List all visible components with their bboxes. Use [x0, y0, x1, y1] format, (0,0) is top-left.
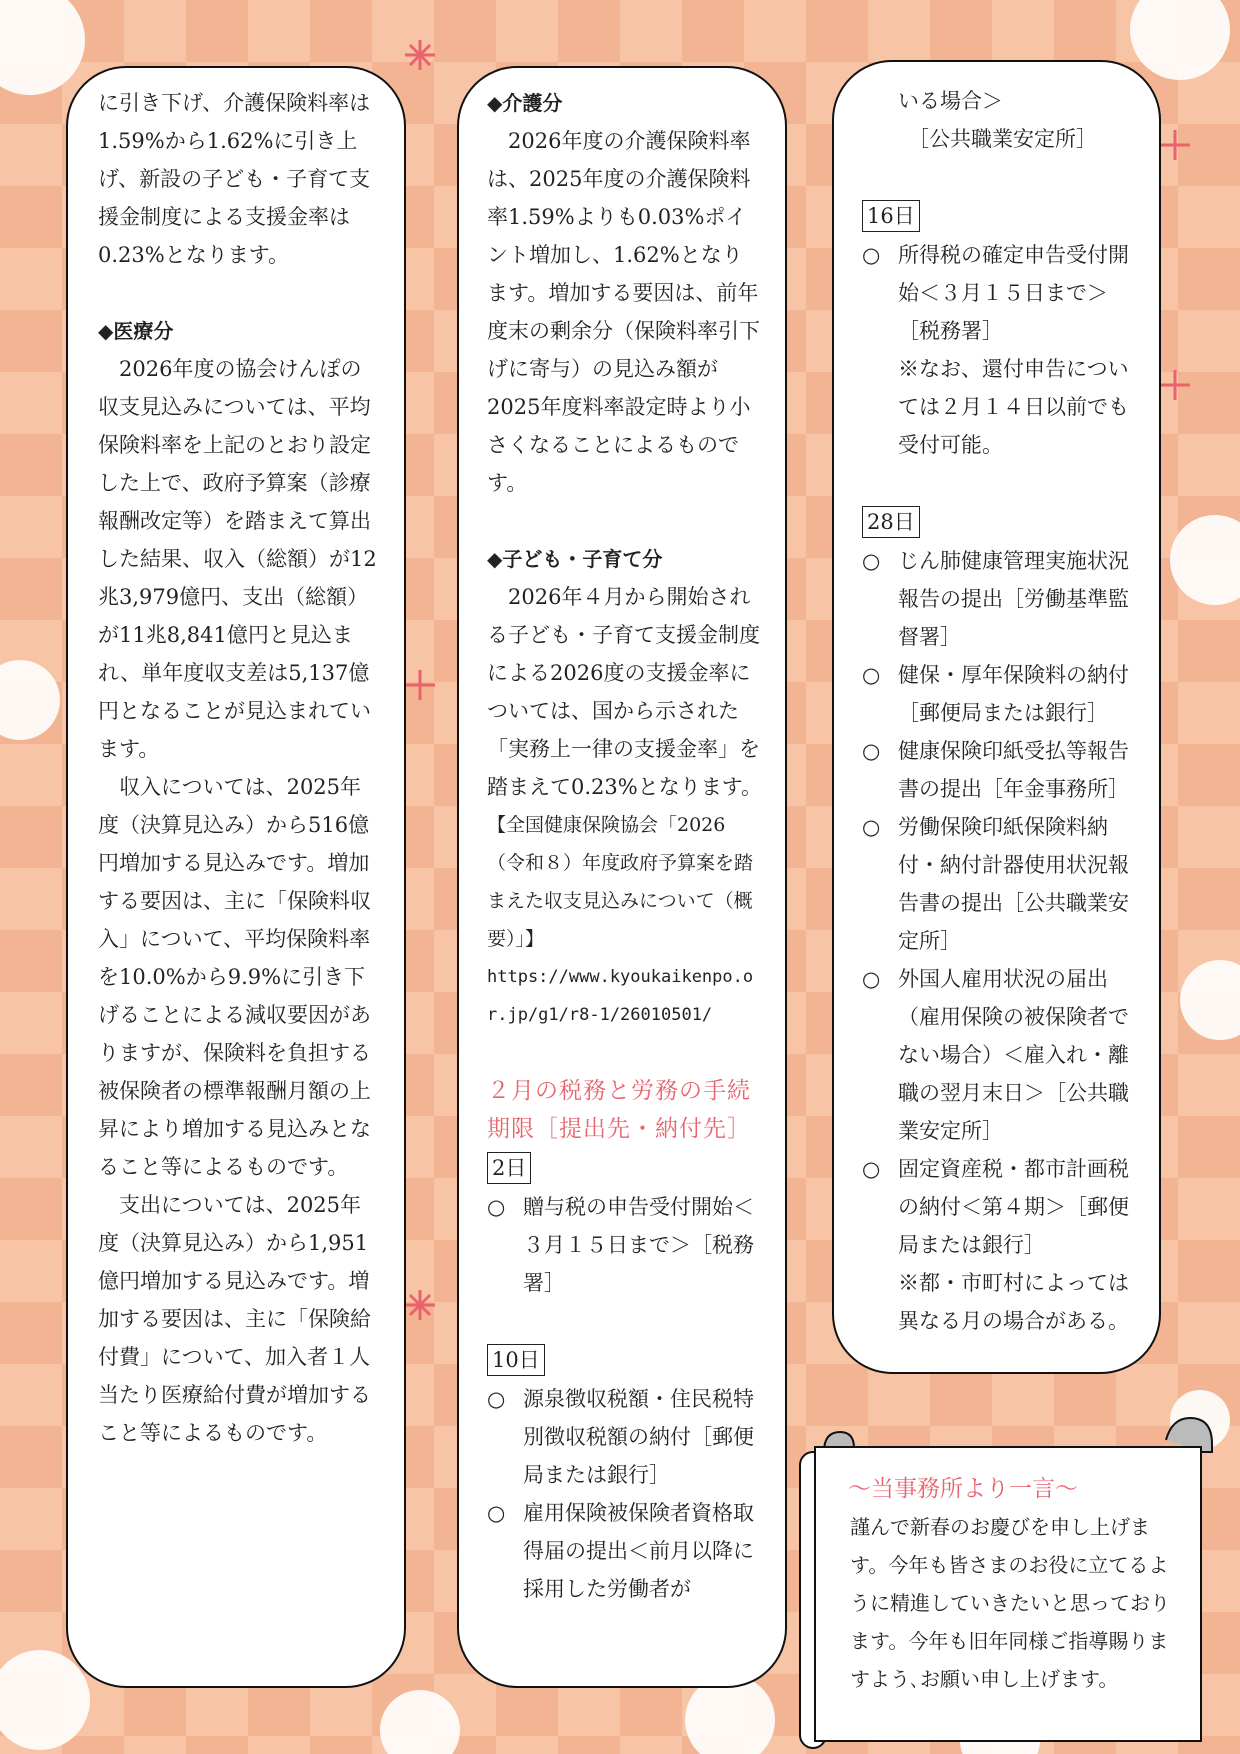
day-label-2: 2日 [487, 1152, 531, 1184]
day16-note: ※なお、還付申告については２月１４日以前でも受付可能。 [898, 357, 1129, 457]
day-label-28: 28日 [862, 506, 920, 538]
bullet-icon: ○ [487, 1195, 506, 1219]
bullet-icon: ○ [862, 967, 881, 991]
intro-paragraph: に引き下げ、介護保険料率は1.59%から1.62%に引き上げ、新設の子ども・子育て支援金制度による支援金率は0.23%となります。 [98, 91, 371, 267]
continued-line: いる場合＞ [898, 89, 1003, 113]
list-item: ○ 贈与税の申告受付開始＜３月１５日まで＞［税務署］ [487, 1188, 763, 1302]
message-scroll [796, 1416, 1216, 1754]
continued-line-office: ［公共職業安定所］ [908, 127, 1097, 151]
kaigo-heading: ◆介護分 [487, 91, 563, 115]
list-item: ○ 固定資産税・都市計画税の納付＜第４期＞［郵便局または銀行］ [862, 1150, 1137, 1264]
bullet-icon: ○ [862, 1157, 881, 1181]
bullet-icon: ○ [487, 1501, 506, 1525]
kodomo-paragraph: 2026年４月から開始される子ども・子育て支援金制度による2026度の支援金率については、国から示された「実務上一律の支援金率」を踏まえて0.23%となります。 [487, 585, 763, 799]
bullet-icon: ○ [862, 739, 881, 763]
bullet-icon: ○ [487, 1387, 506, 1411]
list-item: ○ 外国人雇用状況の届出（雇用保険の被保険者でない場合）＜雇入れ・離職の翌月末日＞［公共職業安定所］ [862, 960, 1137, 1150]
reference-url[interactable]: https://www.kyoukaikenpo.or.jp/g1/r8-1/26010501/ [487, 967, 754, 1025]
iryo-heading: ◆医療分 [98, 319, 174, 343]
day-label-10: 10日 [487, 1344, 545, 1376]
day28-note: ※都・市町村によっては異なる月の場合がある。 [898, 1271, 1129, 1333]
iryo-paragraph-1: 2026年度の協会けんぽの収支見込みについては、平均保険料率を上記のとおり設定した上で、政府予算案（診療報酬改定等）を踏まえて算出した結果、収入（総額）が12兆3,979億円、支出（総額）が11兆8,841億円と見込まれ、単年度収支差は5,137億円となることが見込まれています。 [98, 357, 377, 761]
kodomo-heading: ◆子ども・子育て分 [487, 547, 663, 571]
list-item: ○ 所得税の確定申告受付開始＜３月１５日まで＞［税務署］ [862, 236, 1137, 350]
message-text: 謹んで新春のお慶びを申し上げます。今年も皆さまのお役に立てるように精進していきたいと思っております。今年も旧年同様ご指導賜りますよう､お願い申し上げます。 [850, 1515, 1170, 1691]
list-item: ○ 雇用保険被保険者資格取得届の提出＜前月以降に採用した労働者が [487, 1494, 763, 1608]
list-item: ○ 健康保険印紙受払等報告書の提出［年金事務所］ [862, 732, 1137, 808]
kaigo-paragraph: 2026年度の介護保険料率は、2025年度の介護保険料率1.59%よりも0.03%ポイント増加し、1.62%となります。増加する要因は、前年度末の剰余分（保険料率引下げに寄与）の見込み額が2025年度料率設定時より小さくなることによるものです。 [487, 129, 760, 495]
column-3 [832, 60, 1161, 1374]
message-body-panel [814, 1446, 1202, 1742]
iryo-paragraph-2: 収入については、2025年度（決算見込み）から516億円増加する見込みです。増加する要因は、主に「保険料収入」について、平均保険料率を10.0%から9.9%に引き下げることによる減収要因がありますが、保険料を負担する被保険者の標準報酬月額の上昇により増加する見込みとなること等によるものです。 [98, 775, 371, 1179]
list-item: ○ 健保・厚年保険料の納付［郵便局または銀行］ [862, 656, 1137, 732]
reference-title: 【全国健康保険協会「2026（令和８）年度政府予算案を踏まえた収支見込みについて（概要）」】 [487, 814, 754, 950]
bullet-icon: ○ [862, 815, 881, 839]
deadline-title: ２月の税務と労務の手続期限［提出先・納付先］ [487, 1078, 751, 1142]
list-item: ○ じん肺健康管理実施状況報告の提出［労働基準監督署］ [862, 542, 1137, 656]
iryo-paragraph-3: 支出については、2025年度（決算見込み）から1,951億円増加する見込みです。増加する要因は、主に「保険給付費」について、加入者１人当たり医療給付費が増加すること等によるものです。 [98, 1193, 371, 1445]
bullet-icon: ○ [862, 549, 881, 573]
bullet-icon: ○ [862, 663, 881, 687]
column-2 [457, 66, 787, 1688]
bullet-icon: ○ [862, 243, 881, 267]
list-item: ○ 源泉徴収税額・住民税特別徴収税額の納付［郵便局または銀行］ [487, 1380, 763, 1494]
list-item: ○ 労働保険印紙保険料納付・納付計器使用状況報告書の提出［公共職業安定所］ [862, 808, 1137, 960]
message-title: ～当事務所より一言～ [848, 1476, 1078, 1502]
day-label-16: 16日 [862, 200, 920, 232]
column-1 [66, 66, 406, 1688]
